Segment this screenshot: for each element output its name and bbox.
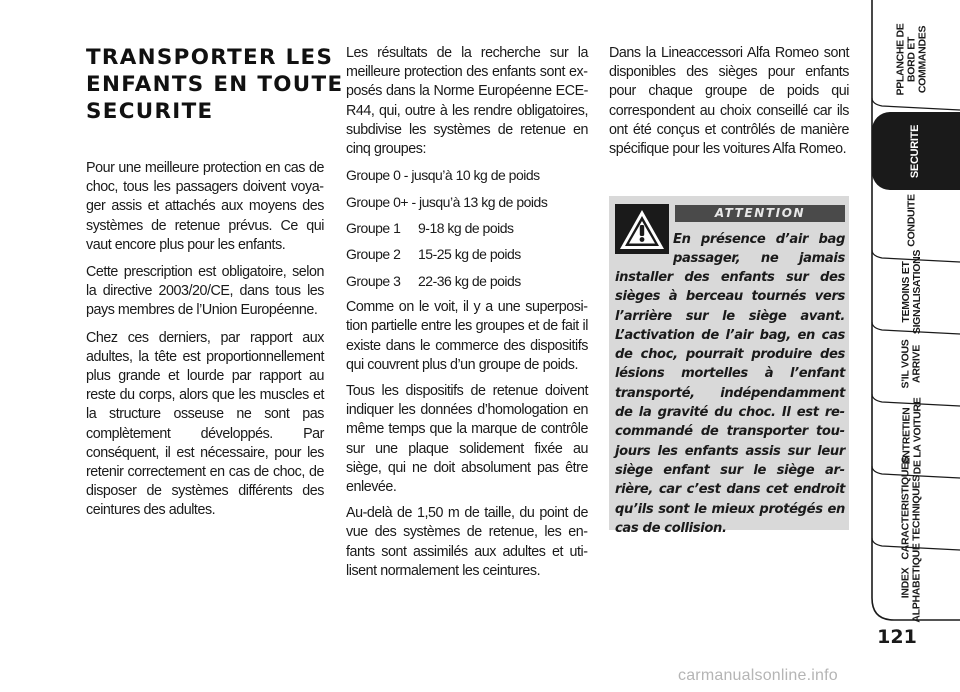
tab-label: DE LA VOITURE	[911, 397, 923, 475]
tab-caracteristiques[interactable]	[872, 456, 952, 560]
tab-label: SECURITE	[909, 124, 922, 178]
tab-label: TEMOINS ET	[900, 261, 912, 323]
tab-securite[interactable]	[872, 112, 960, 190]
group-label: Groupe 2	[346, 246, 401, 263]
warning-box	[609, 196, 849, 536]
paragraph: Les résultats de la recherche sur la meilleure protection des enfants sont exposés dans la Norme Européenne ECE-R44, qui, outre à les rendre obligatoires, subdivise les systèmes de retenue en cinq groupes:	[346, 45, 588, 158]
warning-lead-text: En présence d’air bag passager, ne jamais	[673, 232, 845, 267]
column-1	[86, 44, 344, 529]
group-label: Groupe 3	[346, 272, 401, 289]
group-label: Groupe 0 - jusqu’à 10 kg de poids	[346, 167, 540, 184]
warning-triangle-icon	[615, 204, 669, 254]
section-tabs	[866, 0, 960, 692]
tab-conduite[interactable]	[872, 192, 952, 248]
paragraph: Comme on le voit, il y a une superposition partielle entre les groupes et de fait il existe dans le commerce des dispositifs qui couvrent plus d’un groupe de poids.	[346, 299, 588, 373]
tab-label: ALPHABETIQUE	[911, 543, 923, 623]
tab-label: CONDUITE	[905, 193, 918, 247]
group-weight: 22-36 kg de poids	[418, 272, 521, 289]
group-weight: 15-25 kg de poids	[418, 246, 521, 263]
group-weight: 9-18 kg de poids	[418, 220, 514, 237]
tab-index[interactable]	[872, 543, 952, 623]
paragraph: Tous les dispositifs de retenue doivent indiquer les données d’homologation en même temps que la marque de contrôle sur une plaque solidement fixée au siège, qui ne doit absolument pas être enlevée.	[346, 383, 588, 496]
attention-badge: ATTENTION	[675, 205, 845, 222]
paragraph: Au-delà de 1,50 m de taille, du point de vue des systèmes de retenue, les enfants sont assimilés aux adultes et utilisent normalement les ceintures.	[346, 505, 588, 579]
group-label: Groupe 0+ - jusqu’à 13 kg de poids	[346, 193, 548, 210]
group-label: Groupe 1	[346, 220, 401, 237]
tab-sil-vous-arrive[interactable]	[872, 334, 952, 394]
paragraph: Dans la Lineaccessori Alfa Romeo sont disponibles des sièges pour enfants pour chaque groupe de poids qui correspondent au choix conseillé car ils ont été conçus et contrôlés de manière spécifique pour les voitures Alfa Romeo.	[609, 45, 849, 158]
tab-label: S’IL VOUS	[899, 339, 912, 389]
tab-label: INDEX	[900, 567, 912, 599]
paragraph: Pour une meilleure protection en cas de choc, tous les passagers doivent voyager assis et attachés aux moyens des systèmes de retenue prévus. Ce qui vaut encore plus pour les enfants.	[86, 160, 324, 253]
tab-label: PPLANCHE DE	[894, 23, 907, 95]
tab-label: ARRIVE	[910, 345, 923, 383]
page-title	[86, 44, 344, 125]
tab-temoins[interactable]	[872, 249, 952, 335]
title-line-3: SECURITE	[86, 99, 214, 123]
tab-label: CARACTERISTIQUES	[900, 456, 912, 560]
tab-label: SIGNALISATIONS	[911, 249, 923, 335]
column-2	[346, 44, 588, 588]
tab-label: ENTRETIEN	[900, 407, 912, 465]
tab-label: BORD ET	[905, 36, 918, 82]
title-line-1: TRANSPORTER LES	[86, 45, 334, 69]
warning-body-text: installer des enfants sur des sièges à berceau tournés vers l’arrière sur le siège avant. L’activation de l’air bag, en cas de choc, pourrait produire des lésions mortelles à l’enfant transporté, indépendamment de la gravité du choc. Il est recommandé de transporter toujours les enfants assis sur leur siège enfant sur le siège arrière, car c’est dans cet endroit qu’ils sont le mieux protégés en cas de collision.	[615, 270, 845, 536]
title-line-2: ENFANTS EN TOUTE	[86, 72, 344, 96]
group-item	[346, 193, 588, 212]
group-item	[346, 166, 588, 185]
tab-label: COMMANDES	[916, 25, 929, 93]
column-3	[609, 44, 849, 167]
paragraph: Cette prescription est obligatoire, selon la directive 2003/20/CE, dans tous les pays membres de l’Union Européenne.	[86, 264, 324, 319]
tab-label: TECHNIQUES	[911, 475, 923, 541]
paragraph: Chez ces derniers, par rapport aux adultes, la tête est proportionnellement plus grande et lourde par rapport au reste du corps, alors que les muscles et la structure osseuse ne sont pas complètement développés. Par conséquent, il est nécessaire, pour les retenir correctement en cas de choc, de disposer de systèmes différents des ceintures des adultes.	[86, 329, 324, 519]
group-item	[346, 272, 588, 291]
page-number: 121	[877, 626, 917, 648]
watermark: carmanualsonline.info	[678, 667, 838, 684]
tab-planche-de-bord[interactable]	[872, 20, 952, 98]
group-item	[346, 245, 588, 264]
group-item	[346, 219, 588, 238]
